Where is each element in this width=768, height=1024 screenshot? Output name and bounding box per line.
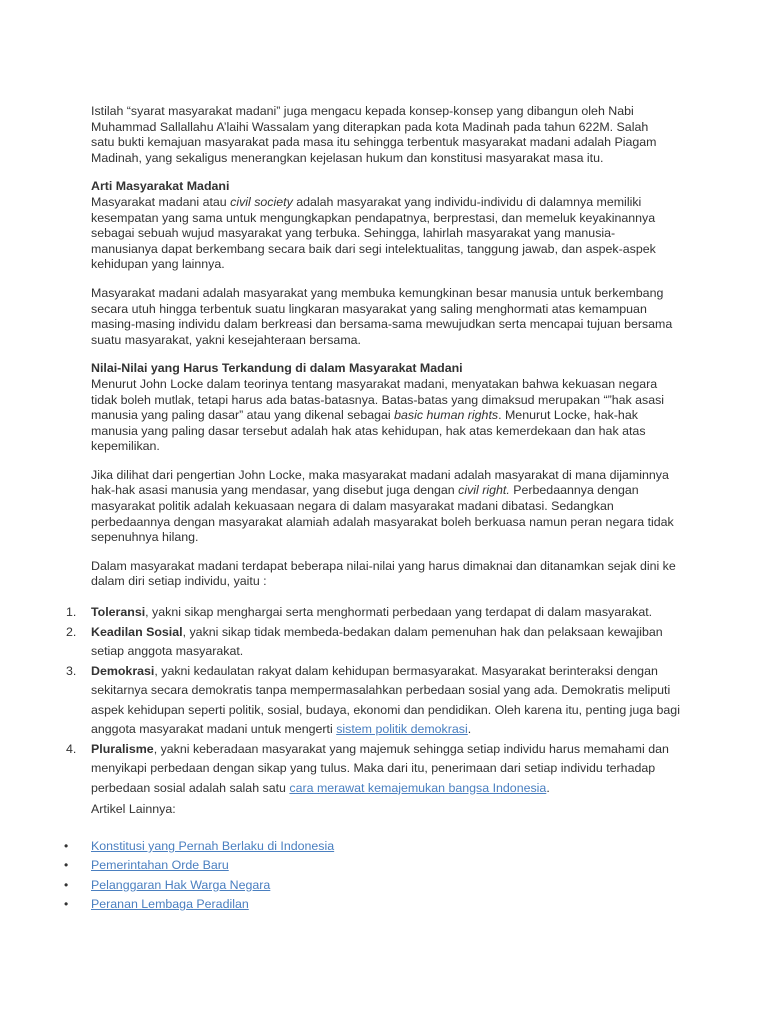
link-pelanggaran-hak[interactable]: Pelanggaran Hak Warga Negara	[91, 877, 271, 892]
value-description: , yakni sikap menghargai serta menghormati perbedaan yang terdapat di dalam masyarakat.	[145, 605, 653, 619]
list-number: 4.	[66, 741, 77, 756]
list-item	[64, 876, 334, 895]
link-merawat-kemajemukan[interactable]: cara merawat kemajemukan bangsa Indonesia	[289, 780, 547, 795]
italic-term: civil right.	[458, 483, 510, 498]
value-term: Pluralisme	[91, 741, 154, 756]
italic-term: basic human rights	[394, 408, 499, 423]
article-body	[91, 104, 681, 590]
list-item	[64, 837, 335, 856]
link-konstitusi[interactable]: Konstitusi yang Pernah Berlaku di Indonesia	[91, 839, 335, 853]
italic-term: civil society	[230, 194, 293, 209]
link-sistem-politik-demokrasi[interactable]: sistem politik demokrasi	[336, 722, 468, 736]
intro-line: Istilah “syarat masyarakat madani” juga mengacu kepada konsep-konsep yang dibangun oleh Nabi	[91, 104, 634, 118]
section1-paragraph-2: Masyarakat madani adalah masyarakat yang membuka kemungkinan besar manusia untuk berkembang secara utuh hingga terbentuk suatu lingkaran masyarakat yang saling menghormati atas kemampuan masing-masing individu dalam berkreasi dan bersama-sama mewujudkan serta mencapai tujuan bersama suatu masyarakat, yakni kesejahteraan bersama.	[91, 285, 673, 347]
bullet-icon: •	[64, 896, 69, 911]
list-item	[66, 623, 681, 662]
list-number: 2.	[66, 624, 77, 639]
list-item	[64, 856, 334, 875]
text-run: Jika dilihat dari pengertian John Locke, maka masyarakat madani adalah masyarakat di mana dijaminnya hak-hak asasi manusia yang mendasar, yang disebut juga dengan	[91, 467, 669, 498]
list-item	[66, 603, 681, 623]
list-item	[64, 895, 334, 914]
value-description: , yakni kedaulatan rakyat dalam kehidupan bermasyarakat. Masyarakat berinteraksi dengan sekitarnya secara demokratis tanpa mempermasalahkan perbedaan sosial yang ada. Demokratis meliputi aspek kehidupan seperti politik, sosial, budaya, ekonomi dan pendidikan. Oleh karena itu, penting juga bagi anggota masyarakat madani untuk mengerti	[91, 663, 680, 736]
section2-paragraph-3: Dalam masyarakat madani terdapat beberapa nilai-nilai yang harus dimaknai dan ditanamkan sejak dini ke dalam diri setiap individu, yaitu :	[91, 558, 676, 589]
list-number: 3.	[66, 663, 77, 678]
intro-line: Madinah, yang sekaligus menerangkan kejelasan hukum dan konstitusi masyarakat masa itu.	[91, 150, 604, 165]
link-orde-baru[interactable]: Pemerintahan Orde Baru	[91, 858, 229, 873]
values-numbered-list	[66, 603, 681, 798]
punctuation: .	[467, 722, 472, 736]
list-number: 1.	[66, 605, 77, 619]
bullet-icon: •	[64, 858, 69, 873]
text-run: . Menurut Locke, hak-hak manusia yang paling dasar tersebut adalah hak atas kehidupan, hak atas kemerdekaan dan hak atas kepemilikan.	[91, 408, 646, 454]
intro-line: Muhammad Sallallahu A’laihi Wassalam yang diterapkan pada kota Madinah pada tahun 622M. Salah	[91, 119, 649, 134]
list-item	[66, 740, 681, 799]
text-run: Masyarakat madani atau	[91, 194, 231, 209]
other-articles-title: Artikel Lainnya:	[91, 802, 176, 816]
list-item	[66, 662, 681, 740]
link-lembaga-peradilan[interactable]: Peranan Lembaga Peradilan	[91, 896, 249, 911]
value-term: Keadilan Sosial	[91, 624, 183, 639]
section2-paragraph-2	[91, 468, 681, 546]
section-heading-arti: Arti Masyarakat Madani	[91, 179, 230, 194]
punctuation: .	[546, 780, 550, 795]
value-term: Toleransi	[91, 605, 146, 619]
text-run: Menurut John Locke dalam teorinya tentang masyarakat madani, menyatakan bahwa kekuasan negara tidak boleh mutlak, tetapi harus ada batas-batasnya. Batas-batas yang dimaksud merupakan “”hak asasi manusia yang paling dasar” atau yang dikenal sebagai	[91, 376, 665, 423]
intro-line: satu bukti kemajuan masyarakat pada masa itu sehingga terbentuk masyarakat madani adalah Piagam	[91, 135, 657, 150]
other-articles-list	[64, 837, 335, 914]
value-description: , yakni keberadaan masyarakat yang majemuk sehingga setiap individu harus memahami dan menyikapi perbedaan dengan sikap yang tulus. Maka dari itu, penerimaan dari setiap individu terhadap perbedaan sosial adalah salah satu	[91, 741, 669, 795]
section2-paragraph-1	[91, 377, 681, 455]
text-run: Perbedaannya dengan masyarakat politik adalah kekuasaan negara di dalam masyarakat madani dibatasi. Sedangkan perbedaannya dengan masyarakat alamiah adalah masyarakat boleh berkuasa namun peran negara tidak sepenuhnya hilang.	[91, 483, 674, 545]
bullet-icon: •	[64, 877, 69, 892]
section-heading-nilai: Nilai-Nilai yang Harus Terkandung di dalam Masyarakat Madani	[91, 361, 463, 376]
value-term: Demokrasi	[91, 663, 155, 678]
bullet-icon: •	[64, 839, 69, 853]
intro-paragraph	[91, 104, 681, 166]
section1-paragraph-1	[91, 195, 681, 273]
text-run: adalah masyarakat yang individu-individu di dalamnya memiliki kesempatan yang sama untuk mengungkapkan pendapatnya, berprestasi, dan memeluk keyakinannya sebagai sebuah wujud masyarakat yang terbuka. Sehingga, lahirlah masyarakat yang manusia-manusianya dapat berkembang secara baik dari segi intelektualitas, tanggung jawab, dan aspek-aspek kehidupan yang lainnya.	[91, 194, 656, 272]
value-description: , yakni sikap tidak membeda-bedakan dalam pemenuhan hak dan pelaksaan kewajiban setiap anggota masyarakat.	[91, 624, 663, 658]
